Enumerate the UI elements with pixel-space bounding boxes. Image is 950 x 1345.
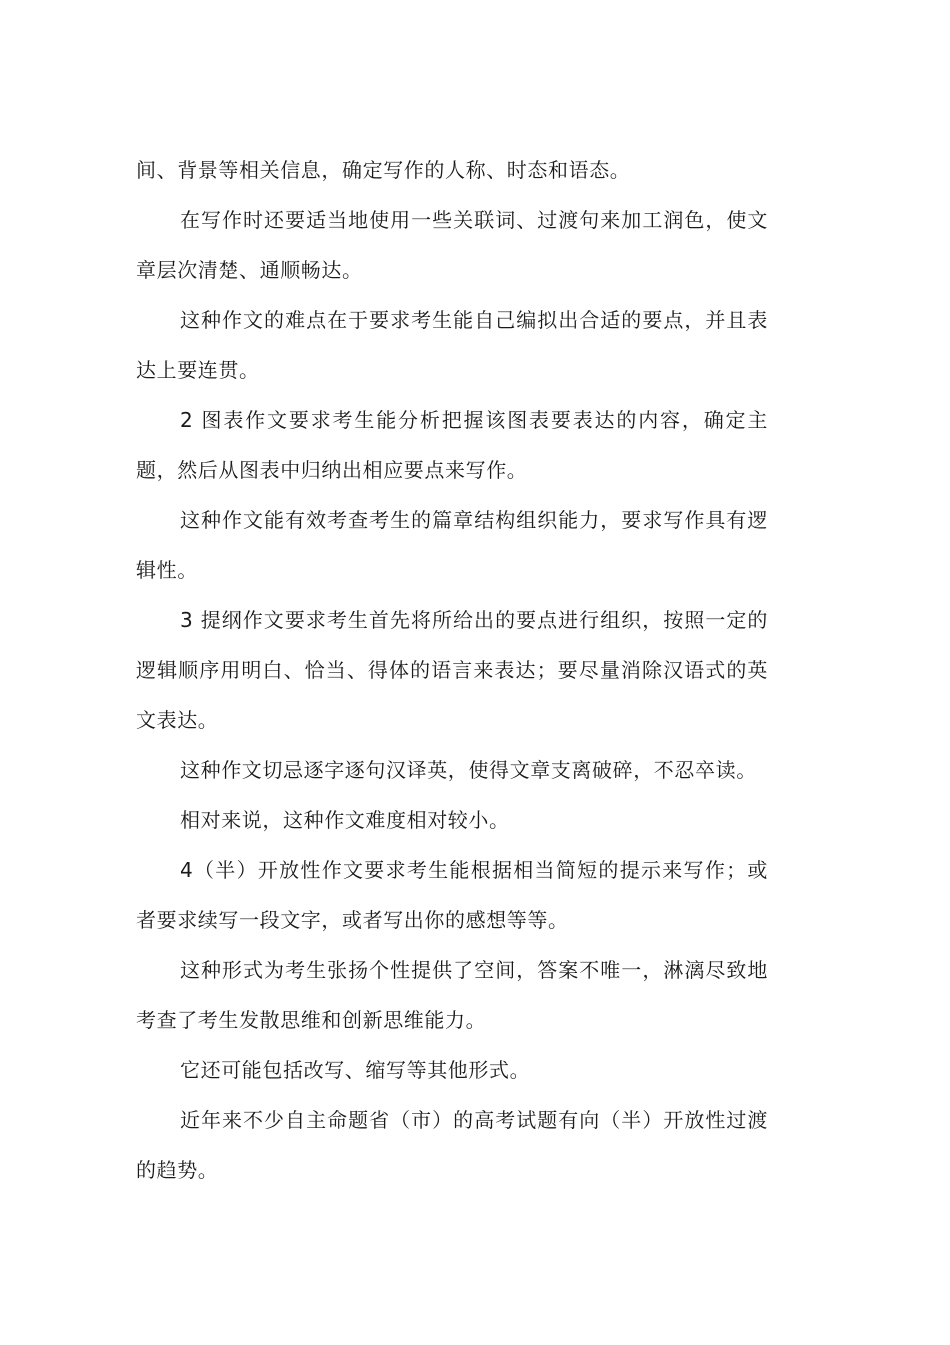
paragraph: 4（半）开放性作文要求考生能根据相当简短的提示来写作；或者要求续写一段文字，或者写出你的感想等等。 [136,858,768,932]
paragraph: 相对来说，这种作文难度相对较小。 [180,808,510,832]
paragraph-continuation: 间、背景等相关信息，确定写作的人称、时态和语态。 [136,158,631,182]
document-body [136,145,768,1195]
paragraph: 这种作文能有效考查考生的篇章结构组织能力，要求写作具有逻辑性。 [136,508,768,582]
paragraph: 这种形式为考生张扬个性提供了空间，答案不唯一，淋漓尽致地考查了考生发散思维和创新思维能力。 [136,958,768,1032]
paragraph: 在写作时还要适当地使用一些关联词、过渡句来加工润色，使文章层次清楚、通顺畅达。 [136,208,768,282]
paragraph: 2 图表作文要求考生能分析把握该图表要表达的内容，确定主题，然后从图表中归纳出相应要点来写作。 [136,408,768,482]
paragraph: 它还可能包括改写、缩写等其他形式。 [180,1058,531,1082]
paragraph: 这种作文切忌逐字逐句汉译英，使得文章支离破碎，不忍卒读。 [180,758,757,782]
paragraph: 这种作文的难点在于要求考生能自己编拟出合适的要点，并且表达上要连贯。 [136,308,768,382]
paragraph: 3 提纲作文要求考生首先将所给出的要点进行组织，按照一定的逻辑顺序用明白、恰当、得体的语言来表达；要尽量消除汉语式的英文表达。 [136,608,768,732]
paragraph: 近年来不少自主命题省（市）的高考试题有向（半）开放性过渡的趋势。 [136,1108,768,1182]
